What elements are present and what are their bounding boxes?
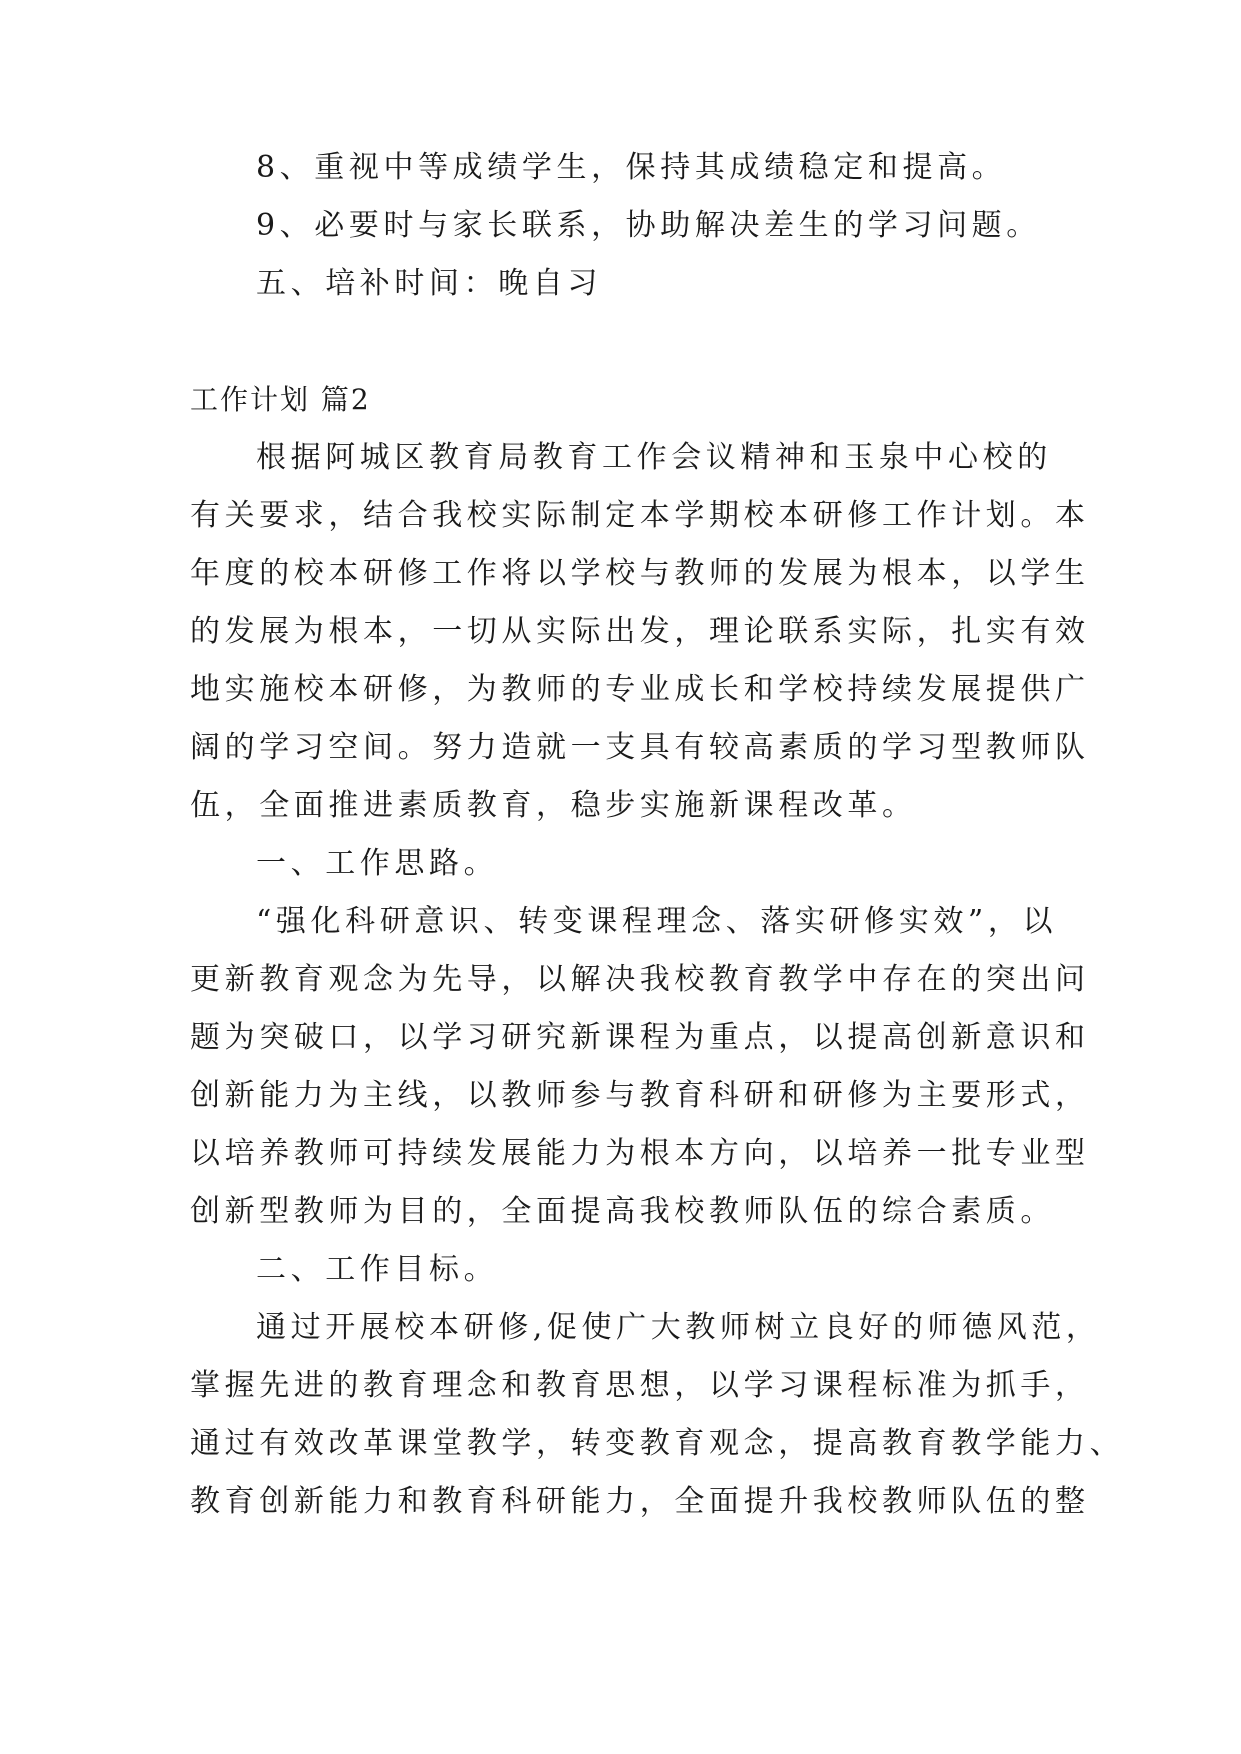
paragraph-line: 伍，全面推进素质教育，稳步实施新课程改革。 [190, 788, 917, 823]
section-heading: 工作计划 篇2 [190, 383, 371, 416]
list-item: 五、培补时间：晚自习 [256, 266, 602, 301]
paragraph-line: 年度的校本研修工作将以学校与教师的发展为根本，以学生 [190, 556, 1090, 591]
paragraph-line: 掌握先进的教育理念和教育思想，以学习课程标准为抓手， [190, 1368, 1090, 1403]
paragraph-line: 的发展为根本，一切从实际出发，理论联系实际，扎实有效 [190, 614, 1090, 649]
list-item: 8、重视中等成绩学生，保持其成绩稳定和提高。 [256, 150, 1007, 185]
paragraph-line: 以培养教师可持续发展能力为根本方向，以培养一批专业型 [190, 1136, 1090, 1171]
paragraph-line: 更新教育观念为先导，以解决我校教育教学中存在的突出问 [190, 962, 1090, 997]
list-item: 9、必要时与家长联系，协助解决差生的学习问题。 [256, 208, 1041, 243]
paragraph-line: 通过有效改革课堂教学，转变教育观念，提高教育教学能力、 [190, 1426, 1125, 1461]
paragraph-line: 地实施校本研修，为教师的专业成长和学校持续发展提供广 [190, 672, 1090, 707]
paragraph-line: 题为突破口，以学习研究新课程为重点，以提高创新意识和 [190, 1020, 1090, 1055]
paragraph-line: 根据阿城区教育局教育工作会议精神和玉泉中心校的 [256, 440, 1052, 475]
subsection-heading: 一、工作思路。 [256, 846, 499, 881]
paragraph-line: “强化科研意识、转变课程理念、落实研修实效”，以 [256, 904, 1058, 939]
paragraph-line: 教育创新能力和教育科研能力，全面提升我校教师队伍的整 [190, 1484, 1090, 1519]
paragraph-line: 通过开展校本研修,促使广大教师树立良好的师德风范， [256, 1310, 1101, 1345]
paragraph-line: 阔的学习空间。努力造就一支具有较高素质的学习型教师队 [190, 730, 1090, 765]
paragraph-line: 有关要求，结合我校实际制定本学期校本研修工作计划。本 [190, 498, 1090, 533]
paragraph-line: 创新能力为主线，以教师参与教育科研和研修为主要形式， [190, 1078, 1090, 1113]
paragraph-line: 创新型教师为目的，全面提高我校教师队伍的综合素质。 [190, 1194, 1055, 1229]
subsection-heading: 二、工作目标。 [256, 1252, 499, 1287]
